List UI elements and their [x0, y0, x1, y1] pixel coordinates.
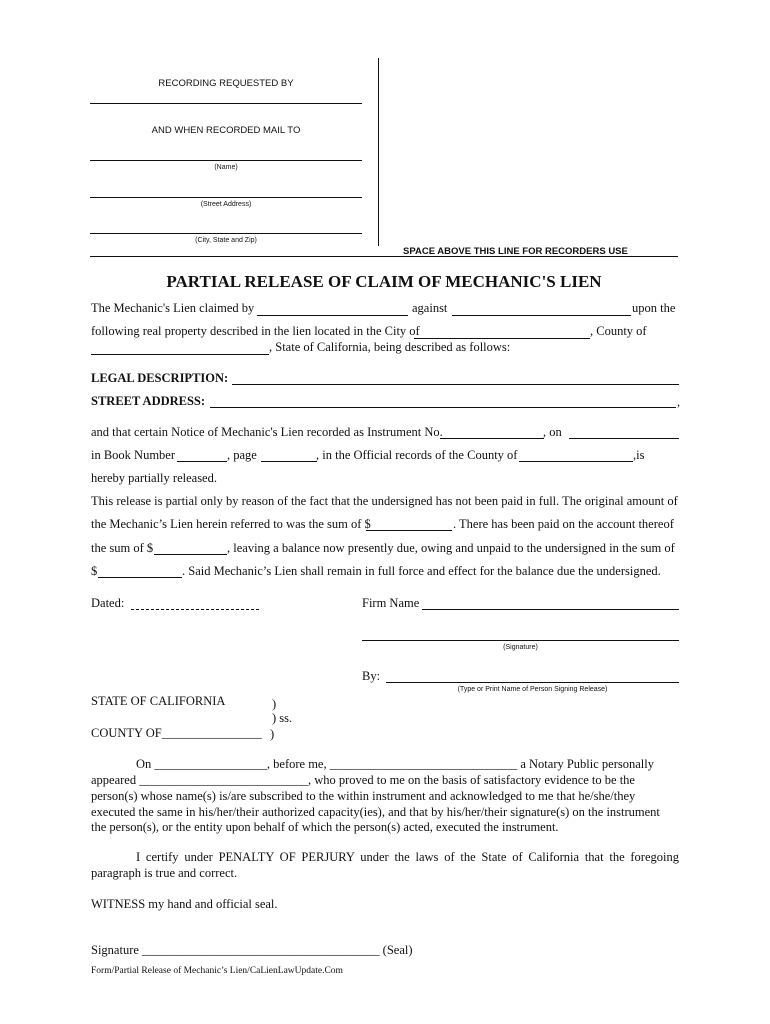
lien-claimed-by-text: The Mechanic's Lien claimed by: [91, 301, 255, 315]
venue-paren-1: ): [272, 697, 277, 711]
upon-the-text: upon the: [632, 301, 676, 315]
page-title: PARTIAL RELEASE OF CLAIM OF MECHANIC'S LIEN: [166, 272, 602, 291]
header-vertical-divider: [378, 58, 379, 246]
remain-in-force-text: . Said Mechanic’s Lien shall remain in full force and effect for the balance due the undersigned.: [182, 564, 661, 578]
recorded-date-field[interactable]: [569, 438, 679, 439]
paid-sum-field[interactable]: [154, 554, 227, 555]
city-field[interactable]: [414, 338, 590, 339]
original-sum-text: the Mechanic’s Lien herein referred to was the sum of $: [91, 517, 371, 531]
book-number-text: in Book Number: [91, 448, 176, 462]
is-text: ,is: [633, 448, 645, 462]
certify-line-1: I certify under PENALTY OF PERJURY under the laws of the State of California that the foregoing: [136, 850, 679, 864]
legal-description-label: LEGAL DESCRIPTION:: [91, 371, 229, 385]
notary-line-3: person(s) whose name(s) is/are subscribed to the within instrument and acknowledged to me that he/she/they: [91, 789, 636, 803]
release-partial-text: This release is partial only by reason of the fact that the undersigned has not been paid in full. The original amount of: [91, 494, 678, 508]
footer-text: Form/Partial Release of Mechanic’s Lien/CaLienLawUpdate.Com: [91, 966, 343, 976]
page-text: , page: [227, 448, 257, 462]
space-above-label: SPACE ABOVE THIS LINE FOR RECORDERS USE: [403, 246, 628, 257]
name-line[interactable]: [90, 160, 362, 161]
city-line[interactable]: [90, 233, 362, 234]
firm-name-label: Firm Name: [362, 596, 420, 610]
balance-field[interactable]: [98, 577, 182, 578]
county-field[interactable]: [91, 354, 269, 355]
street-comma: ,: [677, 395, 681, 409]
paid-on-account-text: . There has been paid on the account thereof: [453, 517, 674, 531]
recording-requested-line[interactable]: [90, 103, 362, 104]
street-address-field[interactable]: [210, 407, 676, 408]
balance-text: , leaving a balance now presently due, owing and unpaid to the undersigned in the sum of: [227, 541, 675, 555]
book-number-field[interactable]: [177, 461, 227, 462]
certify-line-2: paragraph is true and correct.: [91, 866, 238, 880]
records-county-field[interactable]: [519, 461, 633, 462]
claimant-field[interactable]: [257, 315, 408, 316]
partially-released-text: hereby partially released.: [91, 471, 217, 485]
original-sum-field[interactable]: [366, 530, 452, 531]
page-field[interactable]: [261, 461, 317, 462]
against-text: against: [412, 301, 448, 315]
type-print-name-label: (Type or Print Name of Person Signing Release): [457, 686, 608, 693]
instrument-text: and that certain Notice of Mechanic's Lien recorded as Instrument No.: [91, 425, 443, 439]
dollar-sign: $: [91, 564, 98, 578]
instrument-number-field[interactable]: [440, 438, 544, 439]
recording-requested-label: RECORDING REQUESTED BY: [158, 78, 294, 89]
street-line[interactable]: [90, 197, 362, 198]
name-label: (Name): [214, 164, 238, 171]
state-text: , State of California, being described as follows:: [269, 340, 511, 354]
sum-of-text: the sum of $: [91, 541, 154, 555]
city-of-text: following real property described in the lien located in the City of: [91, 324, 420, 338]
official-records-text: , in the Official records of the County of: [316, 448, 518, 462]
signature-field[interactable]: [362, 640, 679, 641]
notary-line-1: On __________________, before me, ______________________________ a Notary Public personally: [136, 757, 654, 771]
by-label: By:: [362, 669, 381, 683]
witness-text: WITNESS my hand and official seal.: [91, 897, 278, 911]
notary-line-4: executed the same in his/her/their authorized capacity(ies), and that by his/her/their signature(s) on the instrument: [91, 805, 660, 819]
street-address-label: (Street Address): [200, 201, 252, 208]
on-text: , on: [543, 425, 562, 439]
venue-paren-3: ): [270, 727, 275, 741]
firm-name-field[interactable]: [422, 609, 679, 610]
notary-line-5: the person(s), or the entity upon behalf of which the person(s) acted, executed the instrument.: [91, 820, 559, 834]
signature-label: (Signature): [503, 644, 538, 651]
notary-signature-line: Signature ______________________________________ (Seal): [91, 943, 413, 957]
notary-line-2: appeared ___________________________, who proved to me on the basis of satisfactory evidence to be the: [91, 773, 635, 787]
street-address-label-body: STREET ADDRESS:: [91, 394, 206, 408]
legal-description-field[interactable]: [232, 384, 679, 385]
county-of-text: , County of: [590, 324, 647, 338]
when-recorded-label: AND WHEN RECORDED MAIL TO: [151, 125, 301, 136]
state-of-california: STATE OF CALIFORNIA: [91, 694, 226, 708]
by-field[interactable]: [386, 682, 679, 683]
city-state-zip-label: (City, State and Zip): [195, 237, 257, 244]
venue-ss: ) ss.: [272, 711, 293, 725]
dated-label: Dated:: [91, 596, 125, 610]
dated-field[interactable]: [131, 609, 259, 610]
owner-field[interactable]: [452, 315, 631, 316]
county-of-venue: COUNTY OF________________: [91, 726, 262, 740]
